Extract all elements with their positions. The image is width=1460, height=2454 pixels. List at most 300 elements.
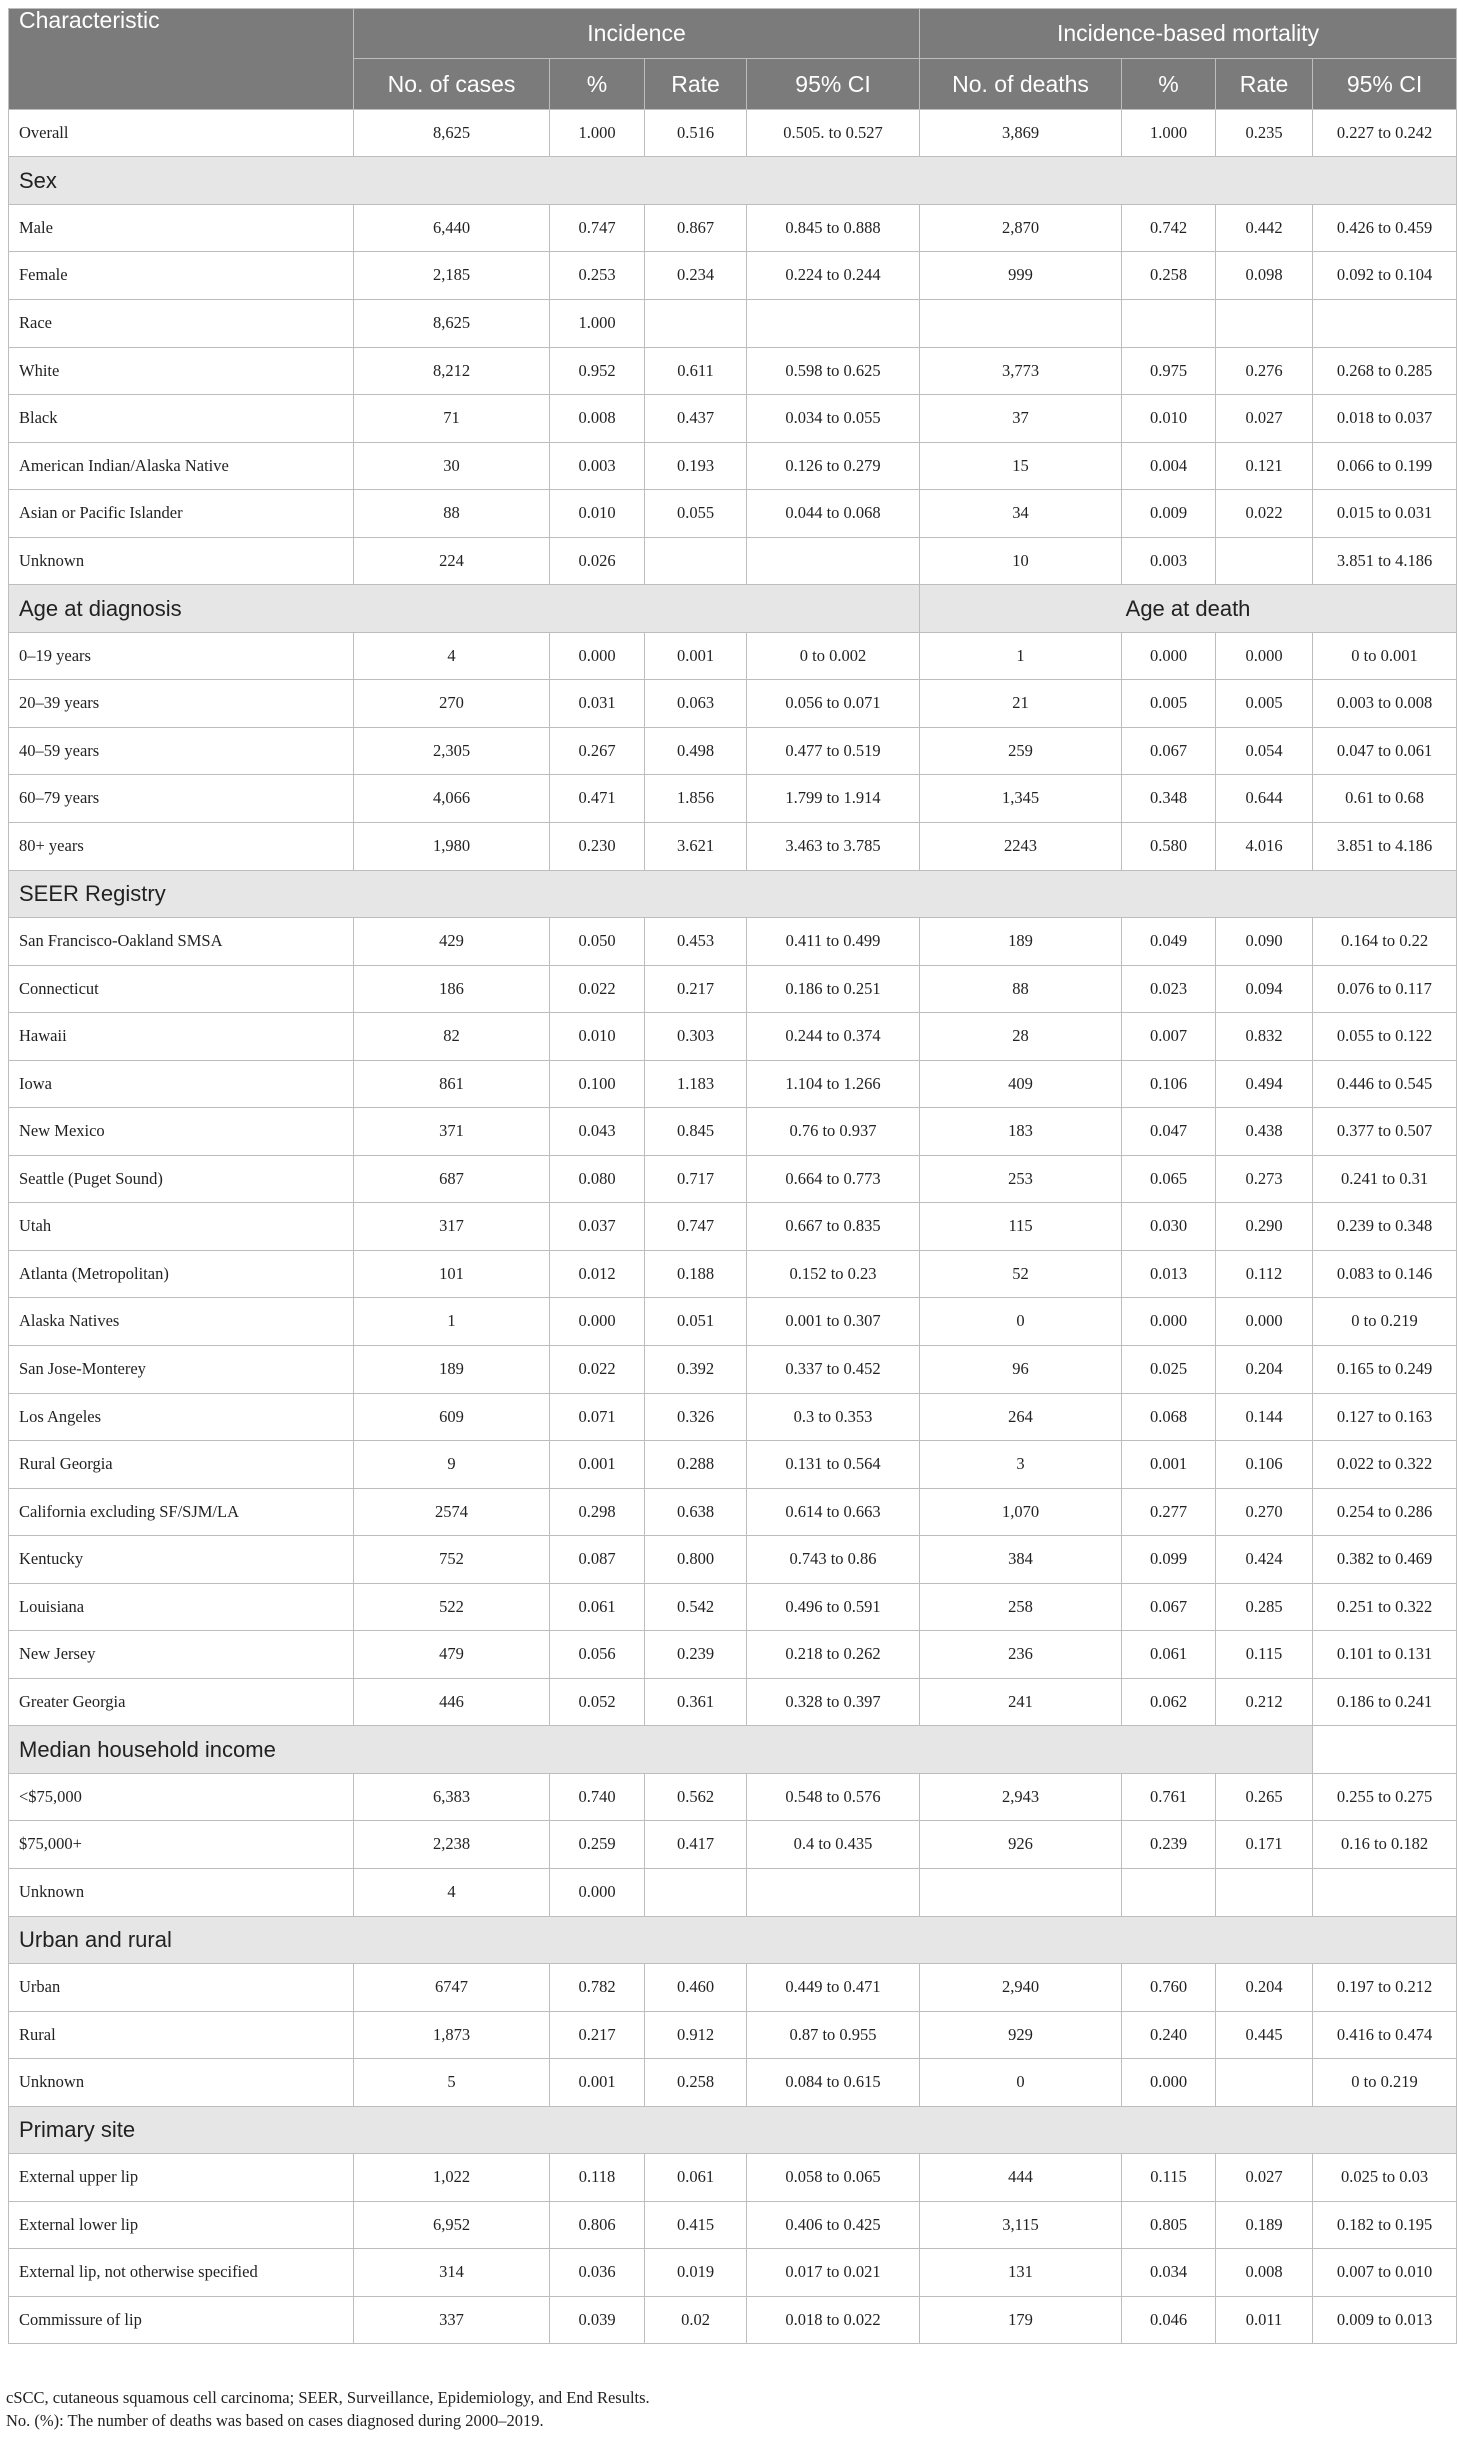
- cell-mortality-rate: [1216, 537, 1313, 585]
- cell-incidence-rate: 0.055: [645, 490, 747, 538]
- table-row: [9, 965, 1457, 1013]
- section-label: Sex: [9, 157, 1457, 205]
- cell-incidence-percent: 0.022: [550, 965, 645, 1013]
- cell-incidence-percent: 0.001: [550, 2059, 645, 2107]
- cell-mortality-ci: 0.127 to 0.163: [1313, 1393, 1457, 1441]
- cell-mortality-percent: 0.010: [1122, 395, 1216, 443]
- table-row: [9, 252, 1457, 300]
- cell-mortality-rate: 0.115: [1216, 1631, 1313, 1679]
- cell-incidence-percent: 0.052: [550, 1678, 645, 1726]
- cell-mortality-rate: 0.027: [1216, 2154, 1313, 2202]
- table-row: [9, 632, 1457, 680]
- cell-cases: 317: [354, 1203, 550, 1251]
- cell-mortality-rate: 0.000: [1216, 632, 1313, 680]
- cell-incidence-rate: 0.326: [645, 1393, 747, 1441]
- row-label: White: [9, 347, 354, 395]
- cell-cases: 861: [354, 1060, 550, 1108]
- cell-deaths: 2,870: [920, 204, 1122, 252]
- table-row: [9, 204, 1457, 252]
- cell-mortality-percent: 0.000: [1122, 2059, 1216, 2107]
- row-label: External lower lip: [9, 2201, 354, 2249]
- cell-mortality-percent: 0.258: [1122, 252, 1216, 300]
- section-row: [9, 1916, 1457, 1964]
- cell-mortality-rate: 0.276: [1216, 347, 1313, 395]
- cell-deaths: 929: [920, 2011, 1122, 2059]
- cell-mortality-percent: 0.277: [1122, 1488, 1216, 1536]
- cell-incidence-ci: 0.131 to 0.564: [747, 1441, 920, 1489]
- cell-mortality-rate: 0.112: [1216, 1250, 1313, 1298]
- cell-mortality-ci: 0.066 to 0.199: [1313, 442, 1457, 490]
- row-label: Iowa: [9, 1060, 354, 1108]
- cell-incidence-percent: 0.298: [550, 1488, 645, 1536]
- cell-mortality-ci: 0.007 to 0.010: [1313, 2249, 1457, 2297]
- cell-incidence-rate: 0.611: [645, 347, 747, 395]
- header-row-groups: [9, 9, 1457, 59]
- cell-incidence-rate: 0.516: [645, 109, 747, 157]
- row-label: Seattle (Puget Sound): [9, 1155, 354, 1203]
- table-row: [9, 822, 1457, 870]
- row-label: Connecticut: [9, 965, 354, 1013]
- header-mortality-ci: 95% CI: [1313, 59, 1457, 109]
- cell-deaths: 28: [920, 1013, 1122, 1061]
- cell-incidence-ci: [747, 537, 920, 585]
- cell-incidence-percent: 0.740: [550, 1773, 645, 1821]
- cell-mortality-rate: 4.016: [1216, 822, 1313, 870]
- cell-incidence-ci: 1.799 to 1.914: [747, 775, 920, 823]
- cell-incidence-ci: 0.001 to 0.307: [747, 1298, 920, 1346]
- row-label: Male: [9, 204, 354, 252]
- cell-incidence-percent: 0.471: [550, 775, 645, 823]
- cell-mortality-ci: 0.083 to 0.146: [1313, 1250, 1457, 1298]
- cell-incidence-ci: [747, 299, 920, 347]
- cell-mortality-rate: 0.005: [1216, 680, 1313, 728]
- cell-mortality-percent: 0.049: [1122, 918, 1216, 966]
- table-row: [9, 537, 1457, 585]
- cell-cases: 1: [354, 1298, 550, 1346]
- cell-mortality-rate: 0.094: [1216, 965, 1313, 1013]
- header-mortality: Incidence-based mortality: [920, 9, 1457, 59]
- cell-incidence-rate: 0.258: [645, 2059, 747, 2107]
- cell-mortality-ci: 0.446 to 0.545: [1313, 1060, 1457, 1108]
- section-row: [9, 585, 1457, 633]
- cell-cases: 2574: [354, 1488, 550, 1536]
- cell-mortality-rate: 0.171: [1216, 1821, 1313, 1869]
- cell-incidence-rate: 0.288: [645, 1441, 747, 1489]
- footnotes: [6, 2386, 650, 2432]
- cell-cases: 1,980: [354, 822, 550, 870]
- cell-incidence-ci: 0.3 to 0.353: [747, 1393, 920, 1441]
- table-row: [9, 680, 1457, 728]
- cell-incidence-rate: 0.867: [645, 204, 747, 252]
- cell-incidence-ci: 0.598 to 0.625: [747, 347, 920, 395]
- cell-mortality-ci: 0.101 to 0.131: [1313, 1631, 1457, 1679]
- header-incidence-ci: 95% CI: [747, 59, 920, 109]
- cell-cases: 71: [354, 395, 550, 443]
- cell-incidence-ci: 0.018 to 0.022: [747, 2296, 920, 2344]
- cell-incidence-rate: 0.001: [645, 632, 747, 680]
- cell-mortality-ci: 0.092 to 0.104: [1313, 252, 1457, 300]
- cell-mortality-ci: 0.416 to 0.474: [1313, 2011, 1457, 2059]
- cell-deaths: 259: [920, 727, 1122, 775]
- cell-mortality-rate: [1216, 1869, 1313, 1917]
- cell-incidence-percent: 0.952: [550, 347, 645, 395]
- row-label: Hawaii: [9, 1013, 354, 1061]
- header-mortality-percent: %: [1122, 59, 1216, 109]
- cell-cases: 314: [354, 2249, 550, 2297]
- table-row: [9, 1013, 1457, 1061]
- cell-mortality-rate: 0.273: [1216, 1155, 1313, 1203]
- cell-incidence-rate: 0.019: [645, 2249, 747, 2297]
- cell-mortality-rate: 0.442: [1216, 204, 1313, 252]
- cell-cases: 446: [354, 1678, 550, 1726]
- row-label: California excluding SF/SJM/LA: [9, 1488, 354, 1536]
- cell-mortality-percent: 0.580: [1122, 822, 1216, 870]
- cell-mortality-percent: 0.046: [1122, 2296, 1216, 2344]
- cell-cases: 6,440: [354, 204, 550, 252]
- cell-mortality-ci: 0.047 to 0.061: [1313, 727, 1457, 775]
- table-row: [9, 1869, 1457, 1917]
- cell-mortality-rate: 0.445: [1216, 2011, 1313, 2059]
- cell-incidence-ci: 0.328 to 0.397: [747, 1678, 920, 1726]
- cell-incidence-percent: 0.039: [550, 2296, 645, 2344]
- row-label: Black: [9, 395, 354, 443]
- cell-incidence-percent: 0.056: [550, 1631, 645, 1679]
- footnote-deaths: No. (%): The number of deaths was based on cases diagnosed during 2000–2019.: [6, 2411, 544, 2430]
- header-incidence-cases: No. of cases: [354, 59, 550, 109]
- cell-mortality-percent: 0.001: [1122, 1441, 1216, 1489]
- cell-incidence-ci: 0.548 to 0.576: [747, 1773, 920, 1821]
- cell-cases: 752: [354, 1536, 550, 1584]
- cell-cases: 6,952: [354, 2201, 550, 2249]
- cell-deaths: 1,345: [920, 775, 1122, 823]
- row-label: Louisiana: [9, 1583, 354, 1631]
- cell-incidence-rate: 0.303: [645, 1013, 747, 1061]
- cell-mortality-ci: 0.254 to 0.286: [1313, 1488, 1457, 1536]
- cell-deaths: 0: [920, 2059, 1122, 2107]
- cell-incidence-rate: 0.562: [645, 1773, 747, 1821]
- cell-incidence-rate: 0.437: [645, 395, 747, 443]
- cell-deaths: 2243: [920, 822, 1122, 870]
- cell-cases: 2,305: [354, 727, 550, 775]
- section-row: [9, 870, 1457, 918]
- cell-incidence-percent: 0.782: [550, 1964, 645, 2012]
- cell-mortality-percent: 0.004: [1122, 442, 1216, 490]
- cell-deaths: 3,115: [920, 2201, 1122, 2249]
- cell-incidence-ci: 0.4 to 0.435: [747, 1821, 920, 1869]
- cell-incidence-percent: 0.267: [550, 727, 645, 775]
- cell-incidence-rate: [645, 299, 747, 347]
- cell-deaths: 264: [920, 1393, 1122, 1441]
- cell-mortality-rate: 0.098: [1216, 252, 1313, 300]
- table-row: [9, 1773, 1457, 1821]
- row-label: Race: [9, 299, 354, 347]
- cell-mortality-ci: 0.426 to 0.459: [1313, 204, 1457, 252]
- cell-incidence-ci: 0.477 to 0.519: [747, 727, 920, 775]
- cell-mortality-ci: 0.251 to 0.322: [1313, 1583, 1457, 1631]
- cell-deaths: 88: [920, 965, 1122, 1013]
- cell-mortality-percent: 0.061: [1122, 1631, 1216, 1679]
- cell-mortality-ci: 0.239 to 0.348: [1313, 1203, 1457, 1251]
- cell-incidence-rate: 0.498: [645, 727, 747, 775]
- row-label: Unknown: [9, 537, 354, 585]
- section-row: [9, 2106, 1457, 2154]
- header-mortality-rate: Rate: [1216, 59, 1313, 109]
- row-label: Alaska Natives: [9, 1298, 354, 1346]
- cell-incidence-percent: 0.071: [550, 1393, 645, 1441]
- cell-mortality-ci: 0.61 to 0.68: [1313, 775, 1457, 823]
- cell-mortality-percent: 0.025: [1122, 1346, 1216, 1394]
- cell-incidence-percent: 0.747: [550, 204, 645, 252]
- table-row: [9, 2059, 1457, 2107]
- cell-mortality-percent: 0.005: [1122, 680, 1216, 728]
- cell-deaths: 0: [920, 1298, 1122, 1346]
- row-label: New Jersey: [9, 1631, 354, 1679]
- cell-mortality-percent: 0.742: [1122, 204, 1216, 252]
- cell-mortality-rate: 0.494: [1216, 1060, 1313, 1108]
- cell-mortality-rate: 0.438: [1216, 1108, 1313, 1156]
- cell-mortality-rate: 0.011: [1216, 2296, 1313, 2344]
- cell-mortality-percent: 0.761: [1122, 1773, 1216, 1821]
- header-incidence-rate: Rate: [645, 59, 747, 109]
- cell-deaths: 3,869: [920, 109, 1122, 157]
- cell-cases: 5: [354, 2059, 550, 2107]
- cell-deaths: 131: [920, 2249, 1122, 2297]
- cell-mortality-percent: [1122, 299, 1216, 347]
- table-row: [9, 2154, 1457, 2202]
- cell-incidence-percent: 1.000: [550, 299, 645, 347]
- cell-incidence-percent: 0.000: [550, 1298, 645, 1346]
- section-label-mortality: Age at death: [920, 585, 1457, 633]
- cell-incidence-ci: 0.224 to 0.244: [747, 252, 920, 300]
- cell-deaths: 1,070: [920, 1488, 1122, 1536]
- cell-mortality-ci: [1313, 299, 1457, 347]
- cell-incidence-ci: 0.76 to 0.937: [747, 1108, 920, 1156]
- table-row: [9, 1488, 1457, 1536]
- cell-deaths: 999: [920, 252, 1122, 300]
- cell-cases: 224: [354, 537, 550, 585]
- cell-mortality-ci: 0.165 to 0.249: [1313, 1346, 1457, 1394]
- table-row: [9, 1108, 1457, 1156]
- cell-mortality-rate: 0.090: [1216, 918, 1313, 966]
- incidence-mortality-table: [8, 8, 1457, 2344]
- cell-mortality-ci: 3.851 to 4.186: [1313, 822, 1457, 870]
- cell-mortality-percent: 0.348: [1122, 775, 1216, 823]
- table-body: [9, 109, 1457, 2344]
- row-label: Kentucky: [9, 1536, 354, 1584]
- cell-mortality-rate: 0.290: [1216, 1203, 1313, 1251]
- table-row: [9, 1583, 1457, 1631]
- cell-mortality-rate: 0.106: [1216, 1441, 1313, 1489]
- cell-mortality-percent: 0.239: [1122, 1821, 1216, 1869]
- cell-mortality-rate: 0.189: [1216, 2201, 1313, 2249]
- cell-deaths: 15: [920, 442, 1122, 490]
- row-label: 0–19 years: [9, 632, 354, 680]
- header-incidence-percent: %: [550, 59, 645, 109]
- cell-incidence-percent: 0.037: [550, 1203, 645, 1251]
- cell-mortality-percent: 0.240: [1122, 2011, 1216, 2059]
- cell-mortality-percent: 0.007: [1122, 1013, 1216, 1061]
- cell-mortality-percent: 0.000: [1122, 632, 1216, 680]
- cell-mortality-ci: 0.055 to 0.122: [1313, 1013, 1457, 1061]
- cell-deaths: 236: [920, 1631, 1122, 1679]
- cell-incidence-ci: 0.244 to 0.374: [747, 1013, 920, 1061]
- cell-incidence-ci: 0.034 to 0.055: [747, 395, 920, 443]
- cell-incidence-percent: 0.010: [550, 490, 645, 538]
- cell-incidence-percent: 0.080: [550, 1155, 645, 1203]
- cell-incidence-ci: 1.104 to 1.266: [747, 1060, 920, 1108]
- cell-mortality-rate: 0.027: [1216, 395, 1313, 443]
- section-label: Median household income: [9, 1726, 1313, 1774]
- cell-incidence-percent: 0.118: [550, 2154, 645, 2202]
- cell-cases: 6,383: [354, 1773, 550, 1821]
- cell-incidence-rate: 0.453: [645, 918, 747, 966]
- cell-mortality-percent: 0.115: [1122, 2154, 1216, 2202]
- cell-cases: 4: [354, 1869, 550, 1917]
- cell-deaths: 179: [920, 2296, 1122, 2344]
- cell-incidence-ci: 0.218 to 0.262: [747, 1631, 920, 1679]
- header-incidence: Incidence: [354, 9, 920, 59]
- cell-incidence-rate: 0.717: [645, 1155, 747, 1203]
- cell-incidence-rate: 0.361: [645, 1678, 747, 1726]
- cell-mortality-percent: 0.067: [1122, 1583, 1216, 1631]
- row-label: Utah: [9, 1203, 354, 1251]
- cell-mortality-percent: 0.000: [1122, 1298, 1216, 1346]
- cell-incidence-percent: 0.100: [550, 1060, 645, 1108]
- cell-mortality-percent: 0.030: [1122, 1203, 1216, 1251]
- cell-mortality-ci: 0.197 to 0.212: [1313, 1964, 1457, 2012]
- cell-mortality-ci: 3.851 to 4.186: [1313, 537, 1457, 585]
- cell-mortality-ci: 0.16 to 0.182: [1313, 1821, 1457, 1869]
- cell-mortality-ci: 0.227 to 0.242: [1313, 109, 1457, 157]
- table-row: [9, 1346, 1457, 1394]
- cell-mortality-percent: 0.760: [1122, 1964, 1216, 2012]
- cell-incidence-ci: 0.614 to 0.663: [747, 1488, 920, 1536]
- section-label: Age at diagnosis: [9, 585, 920, 633]
- cell-mortality-ci: 0 to 0.219: [1313, 1298, 1457, 1346]
- cell-incidence-ci: 0.152 to 0.23: [747, 1250, 920, 1298]
- cell-mortality-rate: 0.424: [1216, 1536, 1313, 1584]
- cell-incidence-percent: 0.031: [550, 680, 645, 728]
- cell-mortality-percent: 0.003: [1122, 537, 1216, 585]
- cell-mortality-rate: 0.144: [1216, 1393, 1313, 1441]
- cell-cases: 8,212: [354, 347, 550, 395]
- section-filler: [1313, 1726, 1457, 1774]
- cell-incidence-rate: 1.183: [645, 1060, 747, 1108]
- cell-cases: 429: [354, 918, 550, 966]
- cell-cases: 522: [354, 1583, 550, 1631]
- row-label: 60–79 years: [9, 775, 354, 823]
- table-row: [9, 109, 1457, 157]
- cell-mortality-rate: 0.204: [1216, 1964, 1313, 2012]
- cell-incidence-percent: 0.050: [550, 918, 645, 966]
- cell-incidence-percent: 0.043: [550, 1108, 645, 1156]
- cell-incidence-percent: 0.022: [550, 1346, 645, 1394]
- row-label: 20–39 years: [9, 680, 354, 728]
- cell-cases: 687: [354, 1155, 550, 1203]
- cell-incidence-ci: 0.056 to 0.071: [747, 680, 920, 728]
- table-row: [9, 1298, 1457, 1346]
- cell-mortality-ci: 0.255 to 0.275: [1313, 1773, 1457, 1821]
- row-label: 40–59 years: [9, 727, 354, 775]
- cell-incidence-rate: 0.460: [645, 1964, 747, 2012]
- row-label: Rural Georgia: [9, 1441, 354, 1489]
- table-row: [9, 1203, 1457, 1251]
- cell-mortality-ci: 0 to 0.219: [1313, 2059, 1457, 2107]
- cell-mortality-ci: 0.186 to 0.241: [1313, 1678, 1457, 1726]
- cell-incidence-ci: 0.186 to 0.251: [747, 965, 920, 1013]
- cell-deaths: 21: [920, 680, 1122, 728]
- cell-mortality-ci: 0 to 0.001: [1313, 632, 1457, 680]
- row-label: American Indian/Alaska Native: [9, 442, 354, 490]
- header-mortality-deaths: No. of deaths: [920, 59, 1122, 109]
- cell-cases: 186: [354, 965, 550, 1013]
- row-label: Overall: [9, 109, 354, 157]
- table-row: [9, 2296, 1457, 2344]
- row-label: San Francisco-Oakland SMSA: [9, 918, 354, 966]
- cell-mortality-ci: 0.382 to 0.469: [1313, 1536, 1457, 1584]
- table-row: [9, 775, 1457, 823]
- table-row: [9, 1250, 1457, 1298]
- cell-deaths: 384: [920, 1536, 1122, 1584]
- table-row: [9, 395, 1457, 443]
- cell-deaths: 926: [920, 1821, 1122, 1869]
- cell-mortality-ci: 0.076 to 0.117: [1313, 965, 1457, 1013]
- table-row: [9, 347, 1457, 395]
- cell-cases: 270: [354, 680, 550, 728]
- cell-incidence-percent: 0.230: [550, 822, 645, 870]
- cell-incidence-rate: 0.415: [645, 2201, 747, 2249]
- cell-mortality-rate: 0.204: [1216, 1346, 1313, 1394]
- cell-mortality-percent: 0.009: [1122, 490, 1216, 538]
- table-row: [9, 727, 1457, 775]
- cell-incidence-ci: 0.084 to 0.615: [747, 2059, 920, 2107]
- cell-incidence-ci: 0.87 to 0.955: [747, 2011, 920, 2059]
- cell-mortality-ci: 0.018 to 0.037: [1313, 395, 1457, 443]
- table-row: [9, 1678, 1457, 1726]
- header-characteristic: Characteristic: [9, 9, 354, 110]
- cell-cases: 1,022: [354, 2154, 550, 2202]
- row-label: Rural: [9, 2011, 354, 2059]
- cell-mortality-percent: 0.062: [1122, 1678, 1216, 1726]
- cell-incidence-ci: 0.044 to 0.068: [747, 490, 920, 538]
- cell-deaths: 3: [920, 1441, 1122, 1489]
- cell-cases: 189: [354, 1346, 550, 1394]
- cell-mortality-rate: 0.121: [1216, 442, 1313, 490]
- cell-incidence-percent: 1.000: [550, 109, 645, 157]
- cell-mortality-rate: 0.000: [1216, 1298, 1313, 1346]
- table-row: [9, 2249, 1457, 2297]
- cell-mortality-rate: 0.270: [1216, 1488, 1313, 1536]
- cell-mortality-rate: 0.008: [1216, 2249, 1313, 2297]
- cell-mortality-ci: 0.268 to 0.285: [1313, 347, 1457, 395]
- cell-mortality-percent: 0.065: [1122, 1155, 1216, 1203]
- cell-mortality-rate: 0.285: [1216, 1583, 1313, 1631]
- cell-mortality-rate: 0.644: [1216, 775, 1313, 823]
- cell-incidence-ci: 0 to 0.002: [747, 632, 920, 680]
- cell-incidence-ci: 0.058 to 0.065: [747, 2154, 920, 2202]
- cell-mortality-rate: 0.235: [1216, 109, 1313, 157]
- section-row: [9, 1726, 1457, 1774]
- cell-incidence-ci: 0.667 to 0.835: [747, 1203, 920, 1251]
- cell-mortality-ci: 0.003 to 0.008: [1313, 680, 1457, 728]
- cell-incidence-rate: 0.542: [645, 1583, 747, 1631]
- cell-incidence-ci: 0.337 to 0.452: [747, 1346, 920, 1394]
- row-label: Atlanta (Metropolitan): [9, 1250, 354, 1298]
- cell-incidence-percent: 0.012: [550, 1250, 645, 1298]
- table-row: [9, 1155, 1457, 1203]
- cell-mortality-ci: 0.025 to 0.03: [1313, 2154, 1457, 2202]
- cell-incidence-ci: 3.463 to 3.785: [747, 822, 920, 870]
